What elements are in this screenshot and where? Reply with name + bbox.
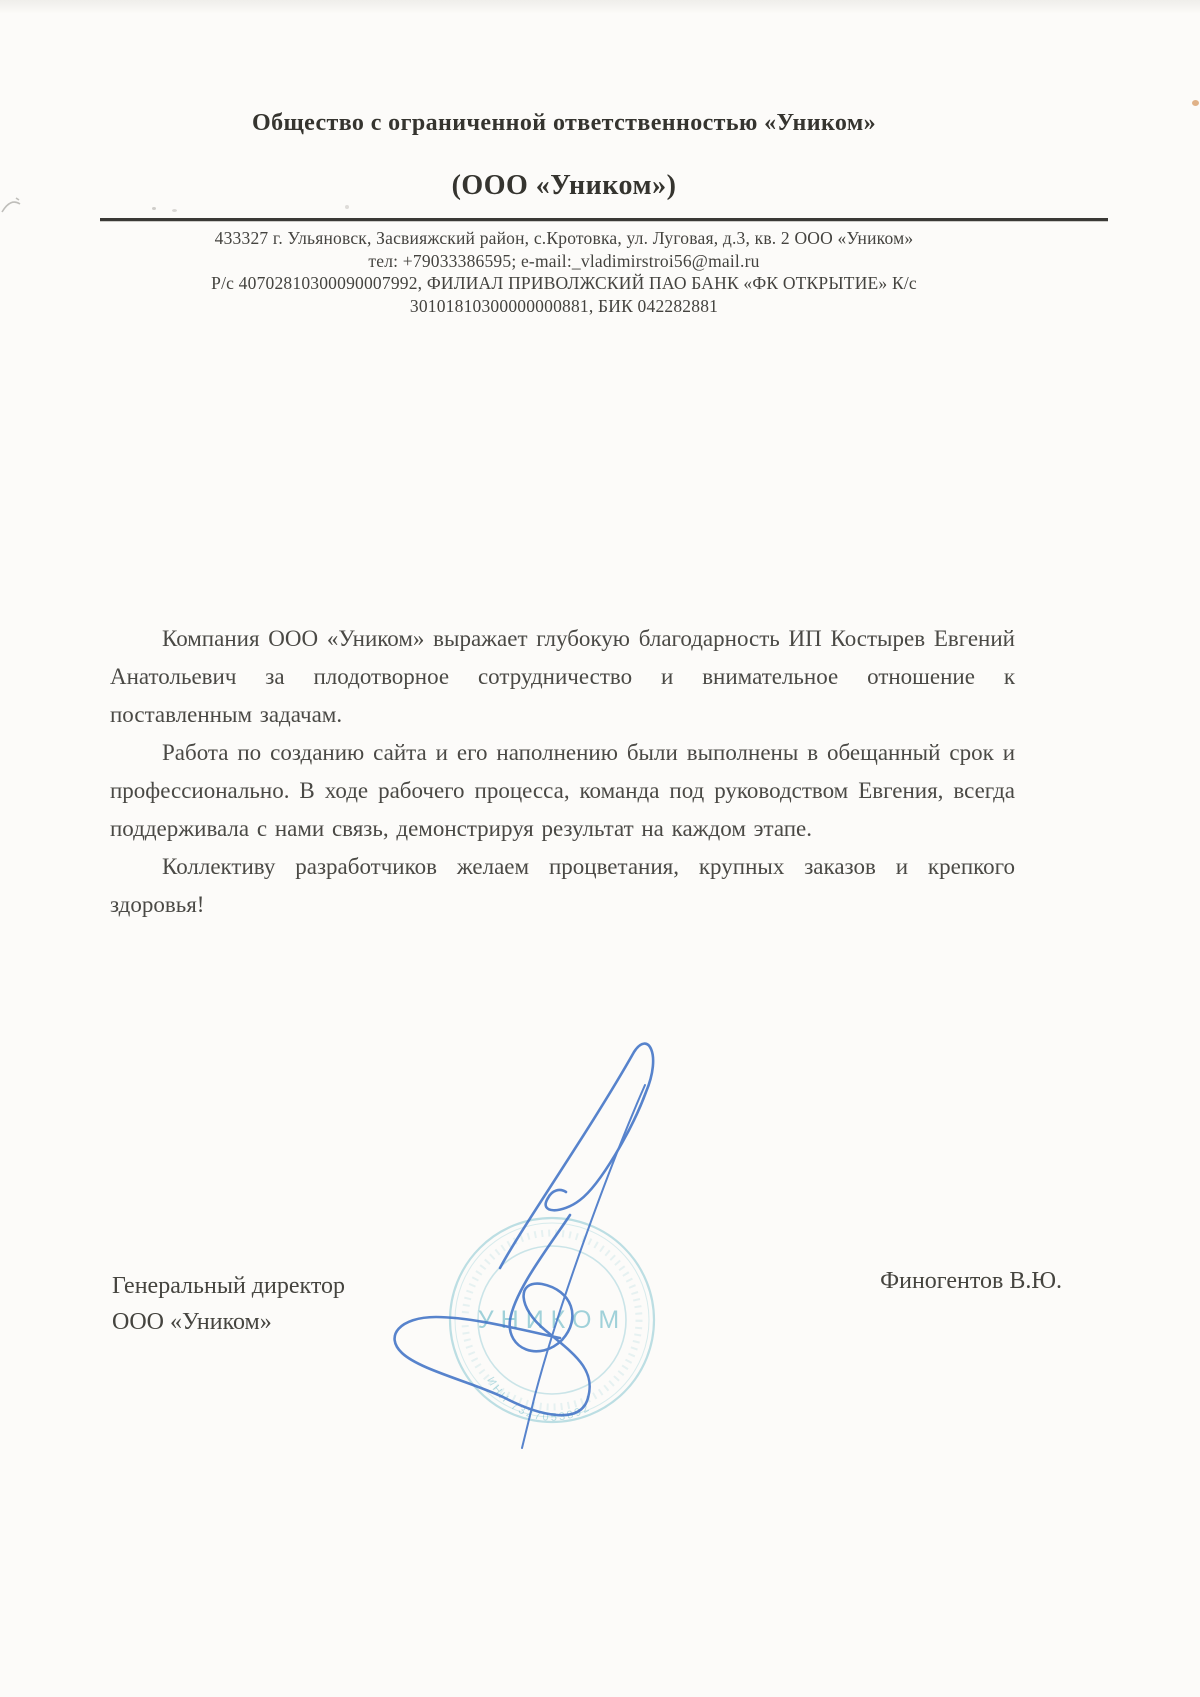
scan-dot bbox=[172, 209, 177, 212]
letterhead-contact-line: тел: +79033386595; e-mail:_vladimirstroi56@mail.ru bbox=[368, 250, 760, 271]
letterhead-bank-line-1: Р/с 40702810300090007992, ФИЛИАЛ ПРИВОЛЖСКИЙ ПАО БАНК «ФК ОТКРЫТИЕ» К/с bbox=[211, 273, 917, 293]
signer-position-line: Генеральный директор bbox=[112, 1273, 346, 1299]
org-full-name-title: Общество с ограниченной ответственностью «Уником» bbox=[252, 110, 876, 136]
org-short-name-subtitle: (ООО «Уником») bbox=[451, 170, 677, 201]
signer-org-line: ООО «Уником» bbox=[112, 1309, 272, 1335]
letter-paragraph: Компания ООО «Уником» выражает глубокую благодарность ИП Костырев Евгений Анатольевич за плодотворное сотрудничество и внимательное отношение к поставленным задачам. bbox=[110, 626, 1015, 727]
signer-position-block bbox=[112, 1268, 345, 1340]
stamp-inn-arc-text: ИНН 7327053892 bbox=[484, 1375, 594, 1424]
letterhead-bank-line-2: 30101810300000000881, БИК 042282881 bbox=[409, 295, 719, 316]
letter-paragraph: Работа по созданию сайта и его наполнению были выполнены в обещанный срок и профессионально. В ходе рабочего процесса, команда под руководством Евгения, всегда поддерживала с нами связь, демонстрируя результат на каждом этапе. bbox=[110, 740, 1015, 841]
scan-edge-shadow bbox=[0, 0, 1200, 14]
letterhead-address-line: 433327 г. Ульяновск, Засвияжский район, с.Кротовка, ул. Луговая, д.3, кв. 2 ООО «Уником» bbox=[214, 228, 914, 248]
pencil-scan-mark bbox=[0, 192, 26, 216]
letter-body bbox=[110, 620, 1015, 924]
scan-dot bbox=[345, 205, 349, 209]
signer-name: Финогентов В.Ю. bbox=[880, 1268, 1062, 1294]
letterhead-divider-line bbox=[100, 218, 1108, 221]
stamp-center-text: УНИКОМ bbox=[477, 1306, 627, 1334]
letterhead-contacts-block bbox=[0, 227, 1128, 317]
letter-paragraph: Коллективу разработчиков желаем процветания, крупных заказов и крепкого здоровья! bbox=[110, 854, 1015, 917]
scan-speck bbox=[1192, 100, 1199, 106]
scan-dot bbox=[152, 207, 156, 210]
director-signature-ink bbox=[360, 1020, 680, 1470]
